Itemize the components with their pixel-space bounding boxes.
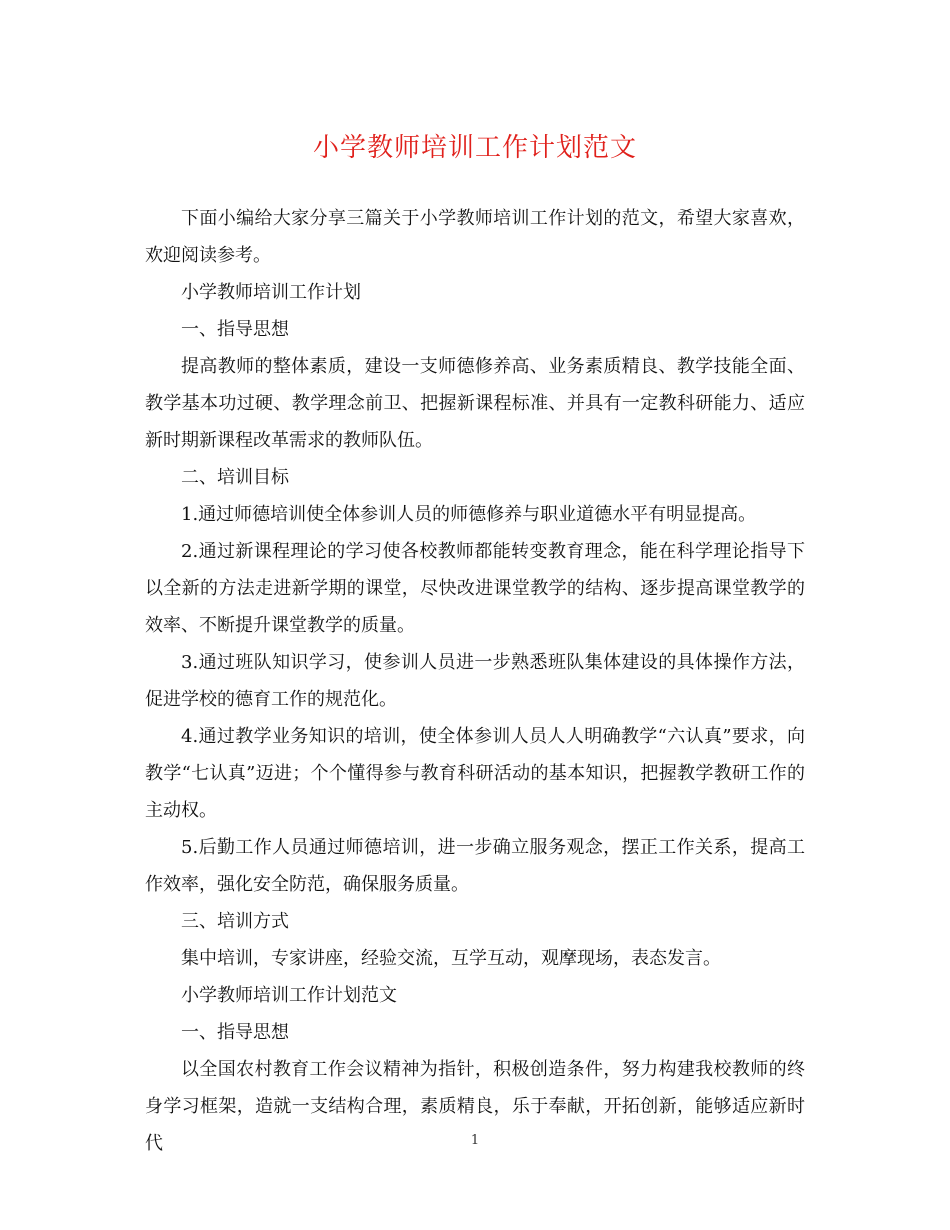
section-heading: 二、培训目标	[181, 467, 289, 488]
list-item: 5.后勤工作人员通过师德培训，进一步确立服务观念，摆正工作关系，提高工作效率，强化安全防范，确保服务质量。	[145, 837, 805, 895]
list-item: 3.通过班队知识学习，使参训人员进一步熟悉班队集体建设的具体操作方法，促进学校的德育工作的规范化。	[145, 652, 805, 710]
list-item: 1.通过师德培训使全体参训人员的师德修养与职业道德水平有明显提高。	[181, 504, 757, 525]
section-heading: 小学教师培训工作计划范文	[181, 985, 397, 1006]
section-heading: 一、指导思想	[181, 1022, 289, 1043]
page-number: 1	[470, 1133, 480, 1148]
list-item: 4.通过教学业务知识的培训，使全体参训人员人人明确教学“六认真”要求，向教学“七认真”迈进；个个懂得参与教育科研活动的基本知识，把握教学教研工作的主动权。	[145, 726, 805, 821]
paragraph: 集中培训，专家讲座，经验交流，互学互动，观摩现场，表态发言。	[181, 948, 721, 969]
document-title: 小学教师培训工作计划范文	[312, 133, 637, 163]
paragraph: 提高教师的整体素质，建设一支师德修养高、业务素质精良、教学技能全面、教学基本功过硬、教学理念前卫、把握新课程标准、并具有一定教科研能力、适应新时期新课程改革需求的教师队伍。	[145, 356, 805, 451]
section-heading: 一、指导思想	[181, 319, 289, 340]
document-body	[145, 200, 805, 1162]
section-heading: 三、培训方式	[181, 911, 289, 932]
paragraph: 以全国农村教育工作会议精神为指针，积极创造条件，努力构建我校教师的终身学习框架，造就一支结构合理，素质精良，乐于奉献，开拓创新，能够适应新时代	[145, 1059, 805, 1154]
section-heading: 小学教师培训工作计划	[181, 282, 361, 303]
paragraph-intro: 下面小编给大家分享三篇关于小学教师培训工作计划的范文，希望大家喜欢，欢迎阅读参考。	[145, 208, 805, 266]
list-item: 2.通过新课程理论的学习使各校教师都能转变教育理念，能在科学理论指导下以全新的方法走进新学期的课堂，尽快改进课堂教学的结构、逐步提高课堂教学的效率、不断提升课堂教学的质量。	[145, 541, 805, 636]
